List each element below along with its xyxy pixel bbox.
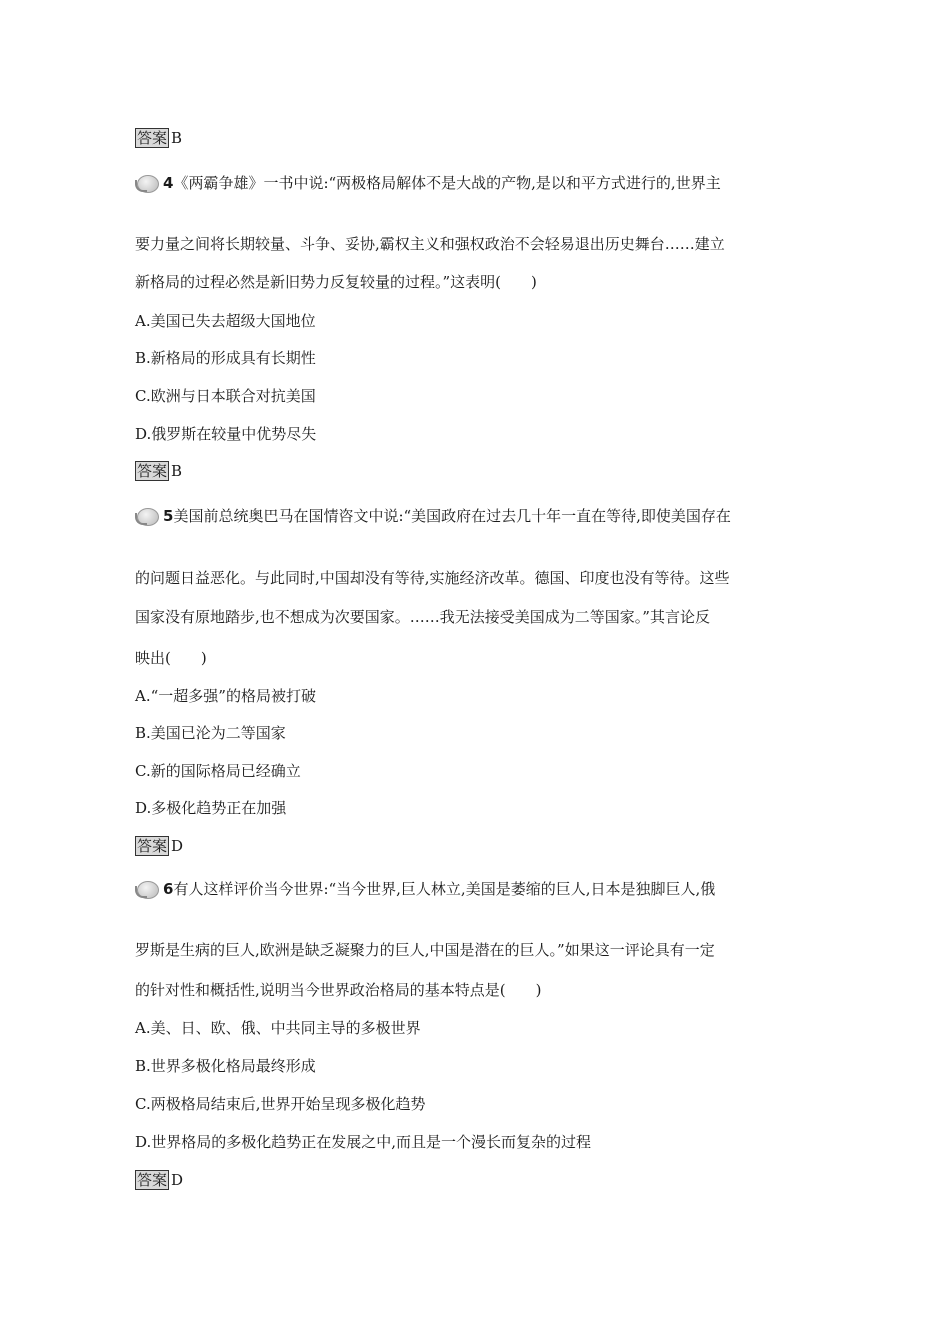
question-bubble-icon [135, 507, 161, 527]
question-4-option-a: A.美国已失去超级大国地位 [135, 312, 316, 330]
answer-tag: 答案 [137, 1171, 168, 1189]
answer-value: B [171, 462, 183, 480]
answer-value: B [171, 129, 183, 147]
question-6-stem-line-2: 罗斯是生病的巨人,欧洲是缺乏凝聚力的巨人,中国是潜在的巨人。”如果这一评论具有一定 [135, 941, 715, 959]
question-number: 4 [163, 174, 174, 192]
answer-tag: 答案 [137, 837, 168, 855]
question-bubble-icon [135, 880, 161, 900]
question-5-stem-line-4: 映出( ) [135, 649, 207, 667]
question-6-option-d: D.世界格局的多极化趋势正在发展之中,而且是一个漫长而复杂的过程 [135, 1133, 592, 1151]
question-4-option-d: D.俄罗斯在较量中优势尽失 [135, 425, 317, 443]
answer-tag: 答案 [137, 129, 168, 147]
question-5-option-c: C.新的国际格局已经确立 [135, 762, 301, 780]
question-5-stem-line-3: 国家没有原地踏步,也不想成为次要国家。……我无法接受美国成为二等国家。”其言论反 [135, 608, 710, 626]
question-4-option-c: C.欧洲与日本联合对抗美国 [135, 387, 316, 405]
answer-line [135, 128, 182, 148]
question-4-stem-line-1: 4《两霸争雄》一书中说:“两极格局解体不是大战的产物,是以和平方式进行的,世界主 [135, 173, 721, 194]
question-number: 6 [163, 880, 174, 898]
question-5-option-b: B.美国已沦为二等国家 [135, 724, 286, 742]
question-6-option-a: A.美、日、欧、俄、中共同主导的多极世界 [135, 1019, 421, 1037]
question-4-option-b: B.新格局的形成具有长期性 [135, 349, 316, 367]
question-5-option-d: D.多极化趋势正在加强 [135, 799, 287, 817]
question-4-stem-line-3: 新格局的过程必然是新旧势力反复较量的过程。”这表明( ) [135, 273, 537, 291]
question-4-answer [135, 461, 182, 481]
question-5-stem-line-1: 5美国前总统奥巴马在国情咨文中说:“美国政府在过去几十年一直在等待,即使美国存在 [135, 506, 731, 527]
question-5-answer [135, 836, 183, 856]
question-6-answer [135, 1170, 183, 1190]
question-6-stem-line-1: 6有人这样评价当今世界:“当今世界,巨人林立,美国是萎缩的巨人,日本是独脚巨人,俄 [135, 879, 715, 900]
question-bubble-icon [135, 174, 161, 194]
question-number: 5 [163, 507, 174, 525]
answer-tag: 答案 [137, 462, 168, 480]
question-5-stem-line-2: 的问题日益恶化。与此同时,中国却没有等待,实施经济改革。德国、印度也没有等待。这些 [135, 569, 730, 587]
question-6-stem-line-3: 的针对性和概括性,说明当今世界政治格局的基本特点是( ) [135, 981, 542, 999]
answer-value: D [171, 1171, 184, 1189]
answer-value: D [171, 837, 184, 855]
question-6-option-c: C.两极格局结束后,世界开始呈现多极化趋势 [135, 1095, 426, 1113]
question-5-option-a: A.“一超多强”的格局被打破 [135, 687, 316, 705]
question-4-stem-line-2: 要力量之间将长期较量、斗争、妥协,霸权主义和强权政治不会轻易退出历史舞台……建立 [135, 235, 725, 253]
question-6-option-b: B.世界多极化格局最终形成 [135, 1057, 316, 1075]
